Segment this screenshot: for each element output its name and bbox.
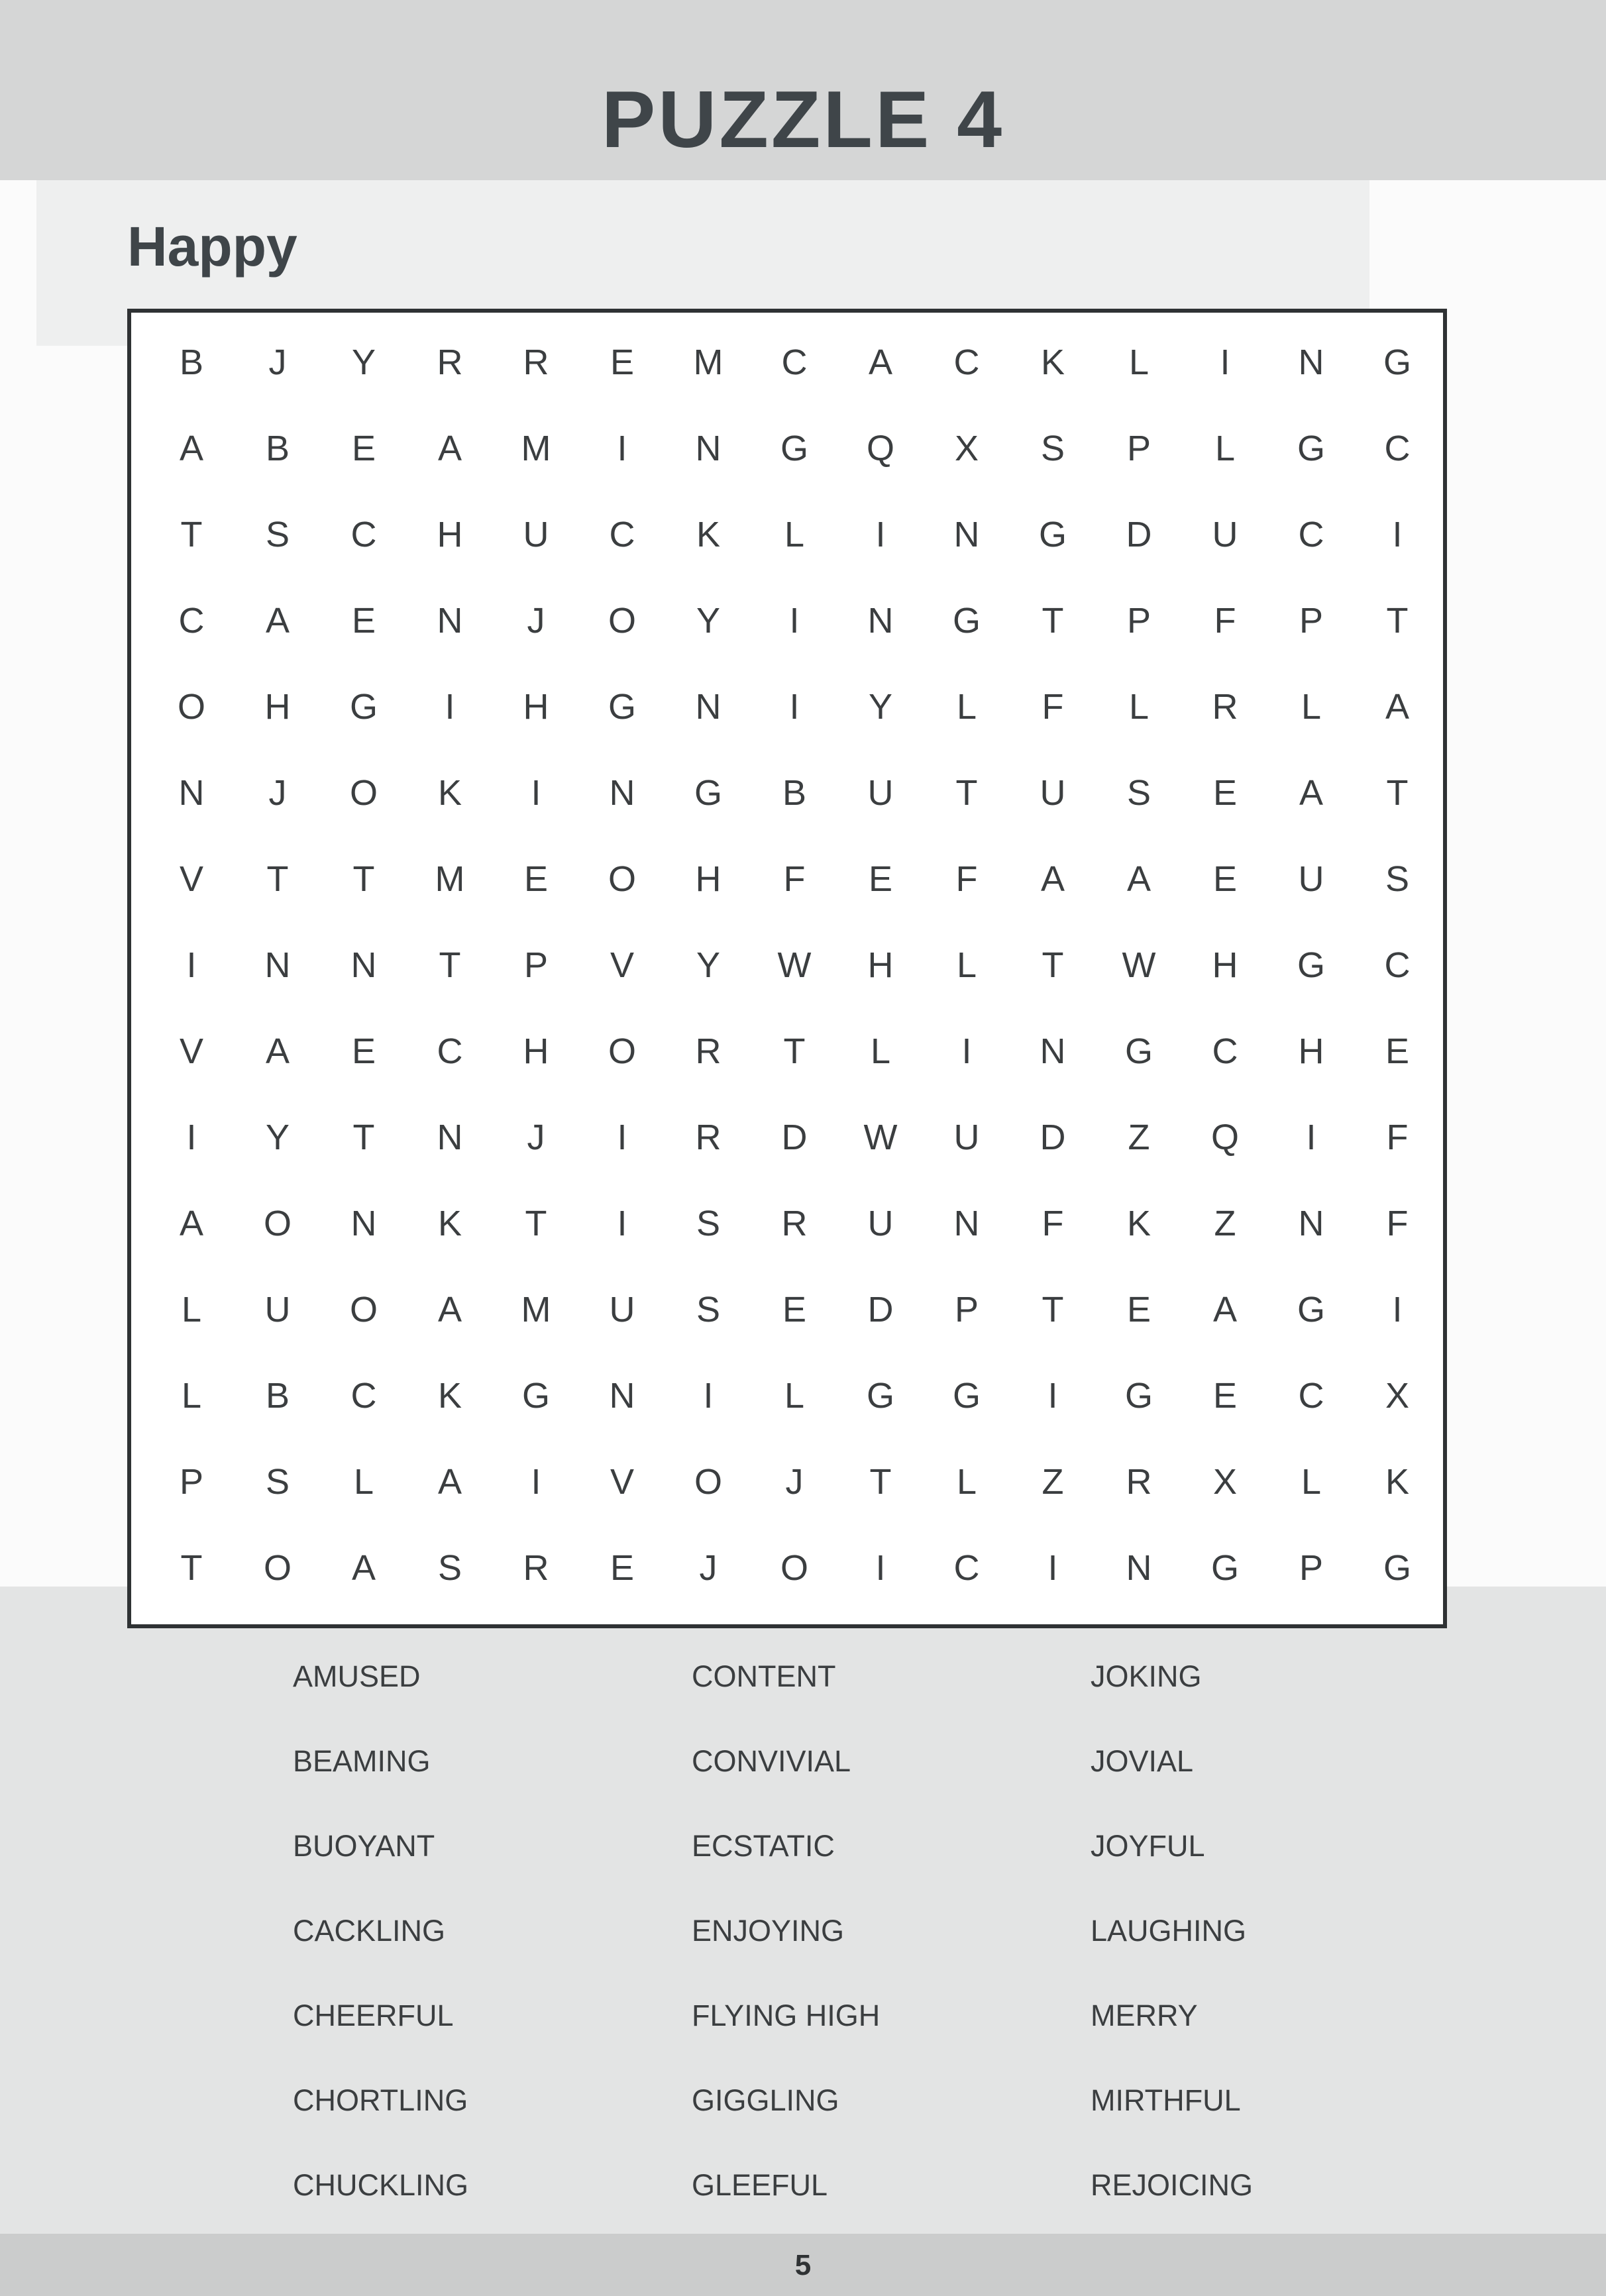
grid-letter[interactable]: Y (696, 601, 721, 641)
grid-letter[interactable]: I (789, 687, 800, 727)
grid-letter[interactable]: P (1299, 1548, 1324, 1588)
page-number: 5 (794, 2249, 812, 2281)
grid-letter[interactable]: L (1301, 1462, 1322, 1502)
grid-letter[interactable]: P (1126, 429, 1151, 468)
grid-letter[interactable]: L (956, 1462, 977, 1502)
grid-letter[interactable]: A (868, 342, 893, 382)
word-list-item: CONTENT (692, 1659, 836, 1693)
grid-letter[interactable]: A (1126, 859, 1151, 899)
grid-letter[interactable]: R (1212, 687, 1238, 727)
grid-letter[interactable]: I (789, 601, 800, 641)
grid-letter[interactable]: E (1212, 1376, 1238, 1416)
grid-letter[interactable]: A (1040, 859, 1065, 899)
grid-letter[interactable]: U (867, 1204, 894, 1243)
grid-letter[interactable]: G (521, 1376, 550, 1416)
grid-letter[interactable]: T (180, 515, 203, 554)
grid-letter[interactable]: G (1297, 1290, 1325, 1330)
grid-letter[interactable]: J (268, 342, 287, 382)
grid-letter[interactable]: I (1047, 1376, 1058, 1416)
grid-letter[interactable]: I (1392, 1290, 1403, 1330)
word-list-item: REJOICING (1091, 2168, 1254, 2202)
grid-letter[interactable]: E (351, 429, 376, 468)
grid-letter[interactable]: L (181, 1376, 202, 1416)
word-list-item: AMUSED (293, 1659, 421, 1693)
grid-letter[interactable]: I (531, 1462, 541, 1502)
grid-letter[interactable]: I (617, 1204, 627, 1243)
grid-letter[interactable]: N (609, 1376, 635, 1416)
grid-letter[interactable]: N (437, 1118, 463, 1157)
grid-letter[interactable]: Y (868, 687, 893, 727)
grid-letter[interactable]: K (1385, 1462, 1410, 1502)
grid-letter[interactable]: S (696, 1290, 721, 1330)
grid-letter[interactable]: O (349, 1290, 378, 1330)
grid-letter[interactable]: P (523, 945, 549, 985)
grid-letter[interactable]: N (350, 1204, 377, 1243)
grid-letter[interactable]: I (1392, 515, 1403, 554)
grid-letter[interactable]: I (1047, 1548, 1058, 1588)
grid-letter[interactable]: E (1385, 1031, 1410, 1071)
word-list-item: BUOYANT (293, 1829, 435, 1863)
grid-letter[interactable]: G (1124, 1031, 1153, 1071)
grid-letter[interactable]: E (351, 1031, 376, 1071)
grid-letter[interactable]: T (869, 1462, 892, 1502)
grid-letter[interactable]: D (1126, 515, 1152, 554)
grid-letter[interactable]: U (867, 773, 894, 813)
grid-letter[interactable]: N (264, 945, 291, 985)
word-list-item: BEAMING (293, 1744, 431, 1778)
grid-letter[interactable]: P (1126, 601, 1151, 641)
grid-letter[interactable]: T (1042, 601, 1064, 641)
grid-letter[interactable]: V (179, 859, 204, 899)
grid-letter[interactable]: G (1297, 429, 1325, 468)
grid-letter[interactable]: L (1128, 342, 1150, 382)
grid-letter[interactable]: A (1299, 773, 1324, 813)
grid-letter[interactable]: F (1386, 1204, 1409, 1243)
word-list-item: CHUCKLING (293, 2168, 469, 2202)
grid-letter[interactable]: T (266, 859, 289, 899)
grid-letter[interactable]: T (1386, 773, 1409, 813)
grid-letter[interactable]: T (783, 1031, 806, 1071)
grid-letter[interactable]: Y (265, 1118, 290, 1157)
grid-letter[interactable]: I (186, 945, 197, 985)
grid-letter[interactable]: I (703, 1376, 714, 1416)
grid-letter[interactable]: N (695, 429, 722, 468)
grid-letter[interactable]: S (1040, 429, 1065, 468)
grid-letter[interactable]: L (1128, 687, 1150, 727)
grid-letter[interactable]: N (437, 601, 463, 641)
grid-letter[interactable]: N (953, 1204, 980, 1243)
grid-letter[interactable]: A (437, 429, 462, 468)
grid-letter[interactable]: M (435, 859, 465, 899)
grid-letter[interactable]: H (1298, 1031, 1324, 1071)
grid-letter[interactable]: F (1214, 601, 1236, 641)
grid-letter[interactable]: L (1214, 429, 1236, 468)
grid-letter[interactable]: S (696, 1204, 721, 1243)
grid-letter[interactable]: G (1297, 945, 1325, 985)
grid-letter[interactable]: K (1040, 342, 1065, 382)
grid-letter[interactable]: S (437, 1548, 462, 1588)
grid-letter[interactable]: T (525, 1204, 547, 1243)
grid-letter[interactable]: C (350, 515, 377, 554)
grid-letter[interactable]: T (352, 1118, 375, 1157)
word-list-item: CONVIVIAL (692, 1744, 851, 1778)
grid-letter[interactable]: T (1042, 945, 1064, 985)
grid-letter[interactable]: O (608, 859, 636, 899)
grid-letter[interactable]: F (1042, 687, 1064, 727)
grid-letter[interactable]: X (1212, 1462, 1238, 1502)
grid-letter[interactable]: O (263, 1204, 292, 1243)
grid-letter[interactable]: U (609, 1290, 635, 1330)
grid-letter[interactable]: N (1040, 1031, 1066, 1071)
grid-letter[interactable]: Z (1128, 1118, 1150, 1157)
word-list-item: JOKING (1091, 1659, 1202, 1693)
word-list-item: GLEEFUL (692, 2168, 828, 2202)
grid-letter[interactable]: E (1212, 859, 1238, 899)
grid-letter[interactable]: O (608, 1031, 636, 1071)
grid-letter[interactable]: U (1298, 859, 1324, 899)
grid-letter[interactable]: M (693, 342, 723, 382)
grid-letter[interactable]: I (1220, 342, 1230, 382)
grid-letter[interactable]: K (437, 1204, 462, 1243)
grid-letter[interactable]: G (780, 429, 808, 468)
grid-letter[interactable]: T (180, 1548, 203, 1588)
grid-letter[interactable]: O (694, 1462, 722, 1502)
grid-letter[interactable]: N (1298, 1204, 1324, 1243)
grid-letter[interactable]: R (523, 342, 549, 382)
grid-letter[interactable]: X (954, 429, 979, 468)
grid-letter[interactable]: V (610, 945, 635, 985)
grid-letter[interactable]: F (783, 859, 806, 899)
grid-letter[interactable]: Y (351, 342, 376, 382)
grid-letter[interactable]: V (610, 1462, 635, 1502)
grid-letter[interactable]: A (437, 1462, 462, 1502)
grid-letter[interactable]: P (179, 1462, 204, 1502)
grid-letter[interactable]: G (866, 1376, 894, 1416)
grid-letter[interactable]: O (780, 1548, 808, 1588)
grid-letter[interactable]: Z (1042, 1462, 1064, 1502)
grid-letter[interactable]: E (868, 859, 893, 899)
grid-letter[interactable]: R (781, 1204, 808, 1243)
grid-letter[interactable]: I (875, 1548, 886, 1588)
grid-letter[interactable]: A (179, 1204, 204, 1243)
grid-letter[interactable]: D (867, 1290, 894, 1330)
grid-letter[interactable]: K (696, 515, 721, 554)
grid-letter[interactable]: P (1299, 601, 1324, 641)
grid-letter[interactable]: N (1126, 1548, 1152, 1588)
grid-letter[interactable]: M (521, 1290, 551, 1330)
grid-letter[interactable]: H (695, 859, 722, 899)
grid-letter[interactable]: C (1298, 1376, 1324, 1416)
grid-letter[interactable]: S (265, 1462, 290, 1502)
word-list-item: JOYFUL (1091, 1829, 1205, 1863)
grid-letter[interactable]: B (782, 773, 807, 813)
grid-letter[interactable]: R (437, 342, 463, 382)
grid-letter[interactable]: C (1212, 1031, 1238, 1071)
grid-letter[interactable]: W (1122, 945, 1156, 985)
grid-letter[interactable]: S (1385, 859, 1410, 899)
grid-letter[interactable]: T (1386, 601, 1409, 641)
grid-letter[interactable]: X (1385, 1376, 1410, 1416)
grid-letter[interactable]: K (1126, 1204, 1151, 1243)
grid-letter[interactable]: P (954, 1290, 979, 1330)
grid-letter[interactable]: K (437, 1376, 462, 1416)
grid-letter[interactable]: U (264, 1290, 291, 1330)
grid-letter[interactable]: O (177, 687, 205, 727)
grid-letter[interactable]: O (263, 1548, 292, 1588)
grid-letter[interactable]: D (781, 1118, 808, 1157)
grid-letter[interactable]: J (699, 1548, 718, 1588)
grid-letter[interactable]: G (1383, 342, 1411, 382)
grid-letter[interactable]: L (784, 515, 805, 554)
word-list-item: JOVIAL (1091, 1744, 1194, 1778)
grid-letter[interactable]: A (265, 1031, 290, 1071)
grid-letter[interactable]: J (527, 601, 545, 641)
grid-letter[interactable]: E (782, 1290, 807, 1330)
grid-letter[interactable]: H (523, 1031, 549, 1071)
grid-letter[interactable]: I (617, 1118, 627, 1157)
grid-letter[interactable]: C (609, 515, 635, 554)
grid-letter[interactable]: T (439, 945, 461, 985)
grid-letter[interactable]: A (351, 1548, 376, 1588)
grid-letter[interactable]: G (608, 687, 636, 727)
grid-letter[interactable]: Q (1210, 1118, 1239, 1157)
puzzle-theme: Happy (127, 215, 297, 278)
grid-letter[interactable]: C (178, 601, 205, 641)
word-list-item: CHEERFUL (293, 1999, 454, 2032)
grid-letter[interactable]: G (1124, 1376, 1153, 1416)
puzzle-title: PUZZLE 4 (601, 74, 1005, 164)
grid-letter[interactable]: H (523, 687, 549, 727)
grid-letter[interactable]: V (179, 1031, 204, 1071)
grid-letter[interactable]: A (437, 1290, 462, 1330)
grid-letter[interactable]: H (867, 945, 894, 985)
grid-letter[interactable]: U (1212, 515, 1238, 554)
grid-letter[interactable]: A (1385, 687, 1410, 727)
grid-letter[interactable]: Y (696, 945, 721, 985)
grid-letter[interactable]: F (1042, 1204, 1064, 1243)
word-list (293, 1653, 1419, 2203)
grid-letter[interactable]: G (1383, 1548, 1411, 1588)
grid-letter[interactable]: N (178, 773, 205, 813)
grid-letter[interactable]: J (785, 1462, 804, 1502)
word-list-item: ECSTATIC (692, 1829, 835, 1863)
word-list-item: CACKLING (293, 1914, 446, 1948)
grid-letter[interactable]: T (955, 773, 978, 813)
grid-letter[interactable]: L (956, 945, 977, 985)
grid-letter[interactable]: N (1298, 342, 1324, 382)
grid-letter[interactable]: U (953, 1118, 980, 1157)
word-search-grid (148, 319, 1440, 1611)
grid-letter[interactable]: G (952, 1376, 981, 1416)
grid-letter[interactable]: C (1384, 429, 1411, 468)
grid-letter[interactable]: I (617, 429, 627, 468)
grid-letter[interactable]: E (1126, 1290, 1151, 1330)
grid-letter[interactable]: R (1126, 1462, 1152, 1502)
grid-letter[interactable]: W (863, 1118, 898, 1157)
grid-letter[interactable]: I (445, 687, 455, 727)
grid-letter[interactable]: A (265, 601, 290, 641)
grid-letter[interactable]: W (777, 945, 812, 985)
grid-letter[interactable]: S (265, 515, 290, 554)
grid-letter[interactable]: G (1210, 1548, 1239, 1588)
grid-letter[interactable]: C (1298, 515, 1324, 554)
grid-letter[interactable]: N (867, 601, 894, 641)
grid-letter[interactable]: C (350, 1376, 377, 1416)
grid-letter[interactable]: N (695, 687, 722, 727)
grid-letter[interactable]: R (523, 1548, 549, 1588)
grid-letter[interactable]: J (268, 773, 287, 813)
grid-letter[interactable]: I (531, 773, 541, 813)
grid-letter[interactable]: B (265, 429, 290, 468)
grid-letter[interactable]: F (1386, 1118, 1409, 1157)
grid-letter[interactable]: N (953, 515, 980, 554)
grid-letter[interactable]: L (956, 687, 977, 727)
grid-letter[interactable]: H (437, 515, 463, 554)
grid-letter[interactable]: L (181, 1290, 202, 1330)
grid-letter[interactable]: B (179, 342, 204, 382)
grid-letter[interactable]: T (352, 859, 375, 899)
word-list-item: CHORTLING (293, 2083, 468, 2117)
grid-letter[interactable]: L (784, 1376, 805, 1416)
word-list-item: LAUGHING (1091, 1914, 1247, 1948)
grid-letter[interactable]: K (437, 773, 462, 813)
grid-letter[interactable]: U (1040, 773, 1066, 813)
grid-letter[interactable]: G (952, 601, 981, 641)
grid-letter[interactable]: L (353, 1462, 374, 1502)
grid-letter[interactable]: C (1384, 945, 1411, 985)
grid-letter[interactable]: I (1306, 1118, 1316, 1157)
grid-letter[interactable]: A (1212, 1290, 1238, 1330)
grid-letter[interactable]: C (437, 1031, 463, 1071)
grid-letter[interactable]: O (349, 773, 378, 813)
word-list-item: GIGGLING (692, 2083, 839, 2117)
word-list-item: MIRTHFUL (1091, 2083, 1241, 2117)
grid-letter[interactable]: C (953, 342, 980, 382)
grid-letter[interactable]: N (350, 945, 377, 985)
grid-letter[interactable]: E (1212, 773, 1238, 813)
word-search-grid-frame (127, 309, 1447, 1628)
grid-letter[interactable]: E (351, 601, 376, 641)
grid-letter[interactable]: H (264, 687, 291, 727)
grid-letter[interactable]: D (1040, 1118, 1066, 1157)
grid-letter[interactable]: G (1038, 515, 1067, 554)
grid-letter[interactable]: I (961, 1031, 972, 1071)
grid-letter[interactable]: R (695, 1031, 722, 1071)
grid-letter[interactable]: G (694, 773, 722, 813)
grid-letter[interactable]: U (523, 515, 549, 554)
grid-letter[interactable]: S (1126, 773, 1151, 813)
grid-letter[interactable]: E (610, 342, 635, 382)
grid-letter[interactable]: T (1042, 1290, 1064, 1330)
grid-letter[interactable]: A (179, 429, 204, 468)
grid-letter[interactable]: L (870, 1031, 891, 1071)
grid-letter[interactable]: B (265, 1376, 290, 1416)
grid-letter[interactable]: E (610, 1548, 635, 1588)
word-list-item: FLYING HIGH (692, 1999, 881, 2032)
grid-letter[interactable]: J (527, 1118, 545, 1157)
grid-letter[interactable]: R (695, 1118, 722, 1157)
grid-letter[interactable]: Q (866, 429, 894, 468)
grid-letter[interactable]: I (875, 515, 886, 554)
grid-letter[interactable]: M (521, 429, 551, 468)
grid-letter[interactable]: E (523, 859, 549, 899)
grid-letter[interactable]: F (955, 859, 978, 899)
grid-letter[interactable]: C (953, 1548, 980, 1588)
grid-letter[interactable]: G (349, 687, 378, 727)
grid-letter[interactable]: N (609, 773, 635, 813)
word-list-item: ENJOYING (692, 1914, 845, 1948)
grid-letter[interactable]: Z (1214, 1204, 1236, 1243)
word-list-item: MERRY (1091, 1999, 1198, 2032)
grid-letter[interactable]: O (608, 601, 636, 641)
grid-letter[interactable]: H (1212, 945, 1238, 985)
grid-letter[interactable]: I (186, 1118, 197, 1157)
grid-letter[interactable]: C (781, 342, 808, 382)
grid-letter[interactable]: L (1301, 687, 1322, 727)
